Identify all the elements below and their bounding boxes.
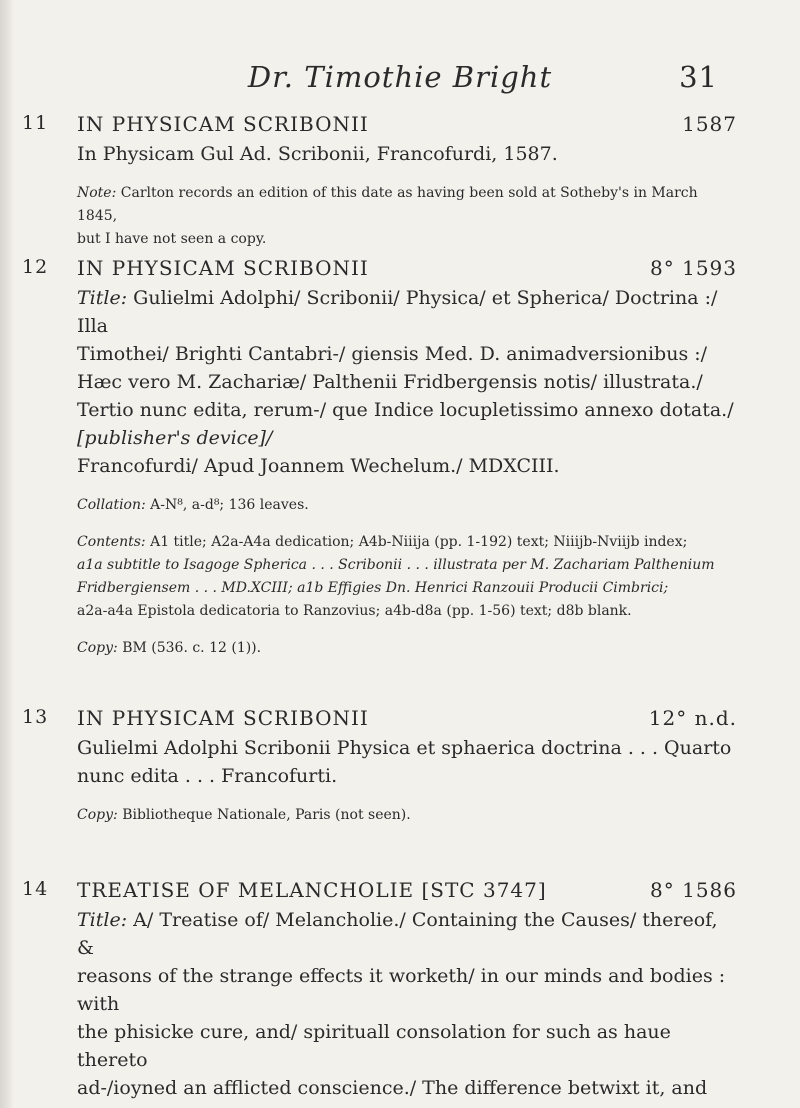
heading-meta: 8° 1593 [650, 256, 737, 280]
entry-number: 12 [22, 256, 49, 278]
entry-line: Gulielmi Adolphi Scribonii Physica et sphaerica doctrina . . . Quarto [77, 737, 732, 759]
title-line: reasons of the strange effects it worketh/ in our minds and bodies : with [77, 965, 726, 1015]
copy [77, 804, 737, 827]
note-label: Note: [77, 185, 117, 201]
copy [77, 637, 737, 660]
entry-heading [22, 706, 737, 734]
title-line: the phisicke cure, and/ spirituall consolation for such as haue thereto [77, 1021, 671, 1071]
title-line: ad-/ioyned an afflicted conscience./ The difference betwixt it, and [77, 1077, 708, 1099]
contents [77, 531, 737, 554]
entry-heading [22, 256, 737, 284]
copy-text: BM (536. c. 12 (1)). [122, 640, 262, 656]
contents-text: Fridbergiensem . . . MD.XCIII; a1b Effigies Dn. Henrici Ranzouii Producii Cimbrici; [77, 580, 669, 596]
entry-13 [22, 706, 737, 827]
title-label: Title: [77, 287, 128, 309]
title-line [77, 284, 737, 340]
note-text: Carlton records an edition of this date as having been sold at Sotheby's in March 1845, [77, 185, 698, 224]
entry-number: 11 [22, 112, 49, 134]
title-label: Title: [77, 909, 128, 931]
title-line: [publisher's device]/ [77, 427, 273, 449]
copy-label: Copy: [77, 807, 118, 823]
heading-meta: 12° n.d. [648, 706, 737, 730]
collation-text: A-N⁸, a-d⁸; 136 leaves. [150, 497, 309, 513]
entry-14 [22, 878, 737, 1102]
heading-meta: 1587 [682, 112, 737, 136]
heading-meta: 8° 1586 [650, 878, 737, 902]
title-text: A/ Treatise of/ Melancholie./ Containing the Causes/ thereof, & [77, 909, 718, 959]
page-number: 31 [679, 60, 718, 94]
title-line: Timothei/ Brighti Cantabri-/ giensis Med. D. animadversionibus :/ [77, 343, 708, 365]
entry-line: In Physicam Gul Ad. Scribonii, Francofurdi, 1587. [77, 143, 558, 165]
collation [77, 494, 737, 517]
binding-gutter [0, 0, 14, 1108]
title-line: Francofurdi/ Apud Joannem Wechelum./ MDXCIII. [77, 455, 560, 477]
collation-label: Collation: [77, 497, 146, 513]
title-line [77, 906, 737, 962]
note [77, 182, 737, 228]
heading-text: IN PHYSICAM SCRIBONII [77, 256, 369, 280]
entry-12 [22, 256, 737, 660]
entry-heading [22, 112, 737, 140]
running-header [0, 60, 800, 94]
title-text: Gulielmi Adolphi/ Scribonii/ Physica/ et Spherica/ Doctrina :/ Illa [77, 287, 718, 337]
contents-label: Contents: [77, 534, 146, 550]
header-title: Dr. Timothie Bright [247, 60, 553, 94]
entry-heading [22, 878, 737, 906]
copy-label: Copy: [77, 640, 118, 656]
title-line: Tertio nunc edita, rerum-/ que Indice locupletissimo annexo dotata./ [77, 399, 734, 421]
contents-text: a1a subtitle to Isagoge Spherica . . . Scribonii . . . illustrata per M. Zachariam Palthenium [77, 557, 715, 573]
entry-11 [22, 112, 737, 251]
entry-number: 14 [22, 878, 49, 900]
heading-text: IN PHYSICAM SCRIBONII [77, 706, 369, 730]
entry-number: 13 [22, 706, 49, 728]
contents-text: A1 title; A2a-A4a dedication; A4b-Niiija (pp. 1-192) text; Niiijb-Nviijb index; [150, 534, 688, 550]
title-line: Hæc vero M. Zachariæ/ Palthenii Fridbergensis notis/ illustrata./ [77, 371, 703, 393]
entry-line: nunc edita . . . Francofurti. [77, 765, 338, 787]
contents-text: a2a-a4a Epistola dedicatoria to Ranzovius; a4b-d8a (pp. 1-56) text; d8b blank. [77, 603, 632, 619]
copy-text: Bibliotheque Nationale, Paris (not seen). [122, 807, 411, 823]
note-text-2: but I have not seen a copy. [77, 231, 267, 247]
heading-text: TREATISE OF MELANCHOLIE [STC 3747] [77, 878, 547, 902]
heading-text: IN PHYSICAM SCRIBONII [77, 112, 369, 136]
